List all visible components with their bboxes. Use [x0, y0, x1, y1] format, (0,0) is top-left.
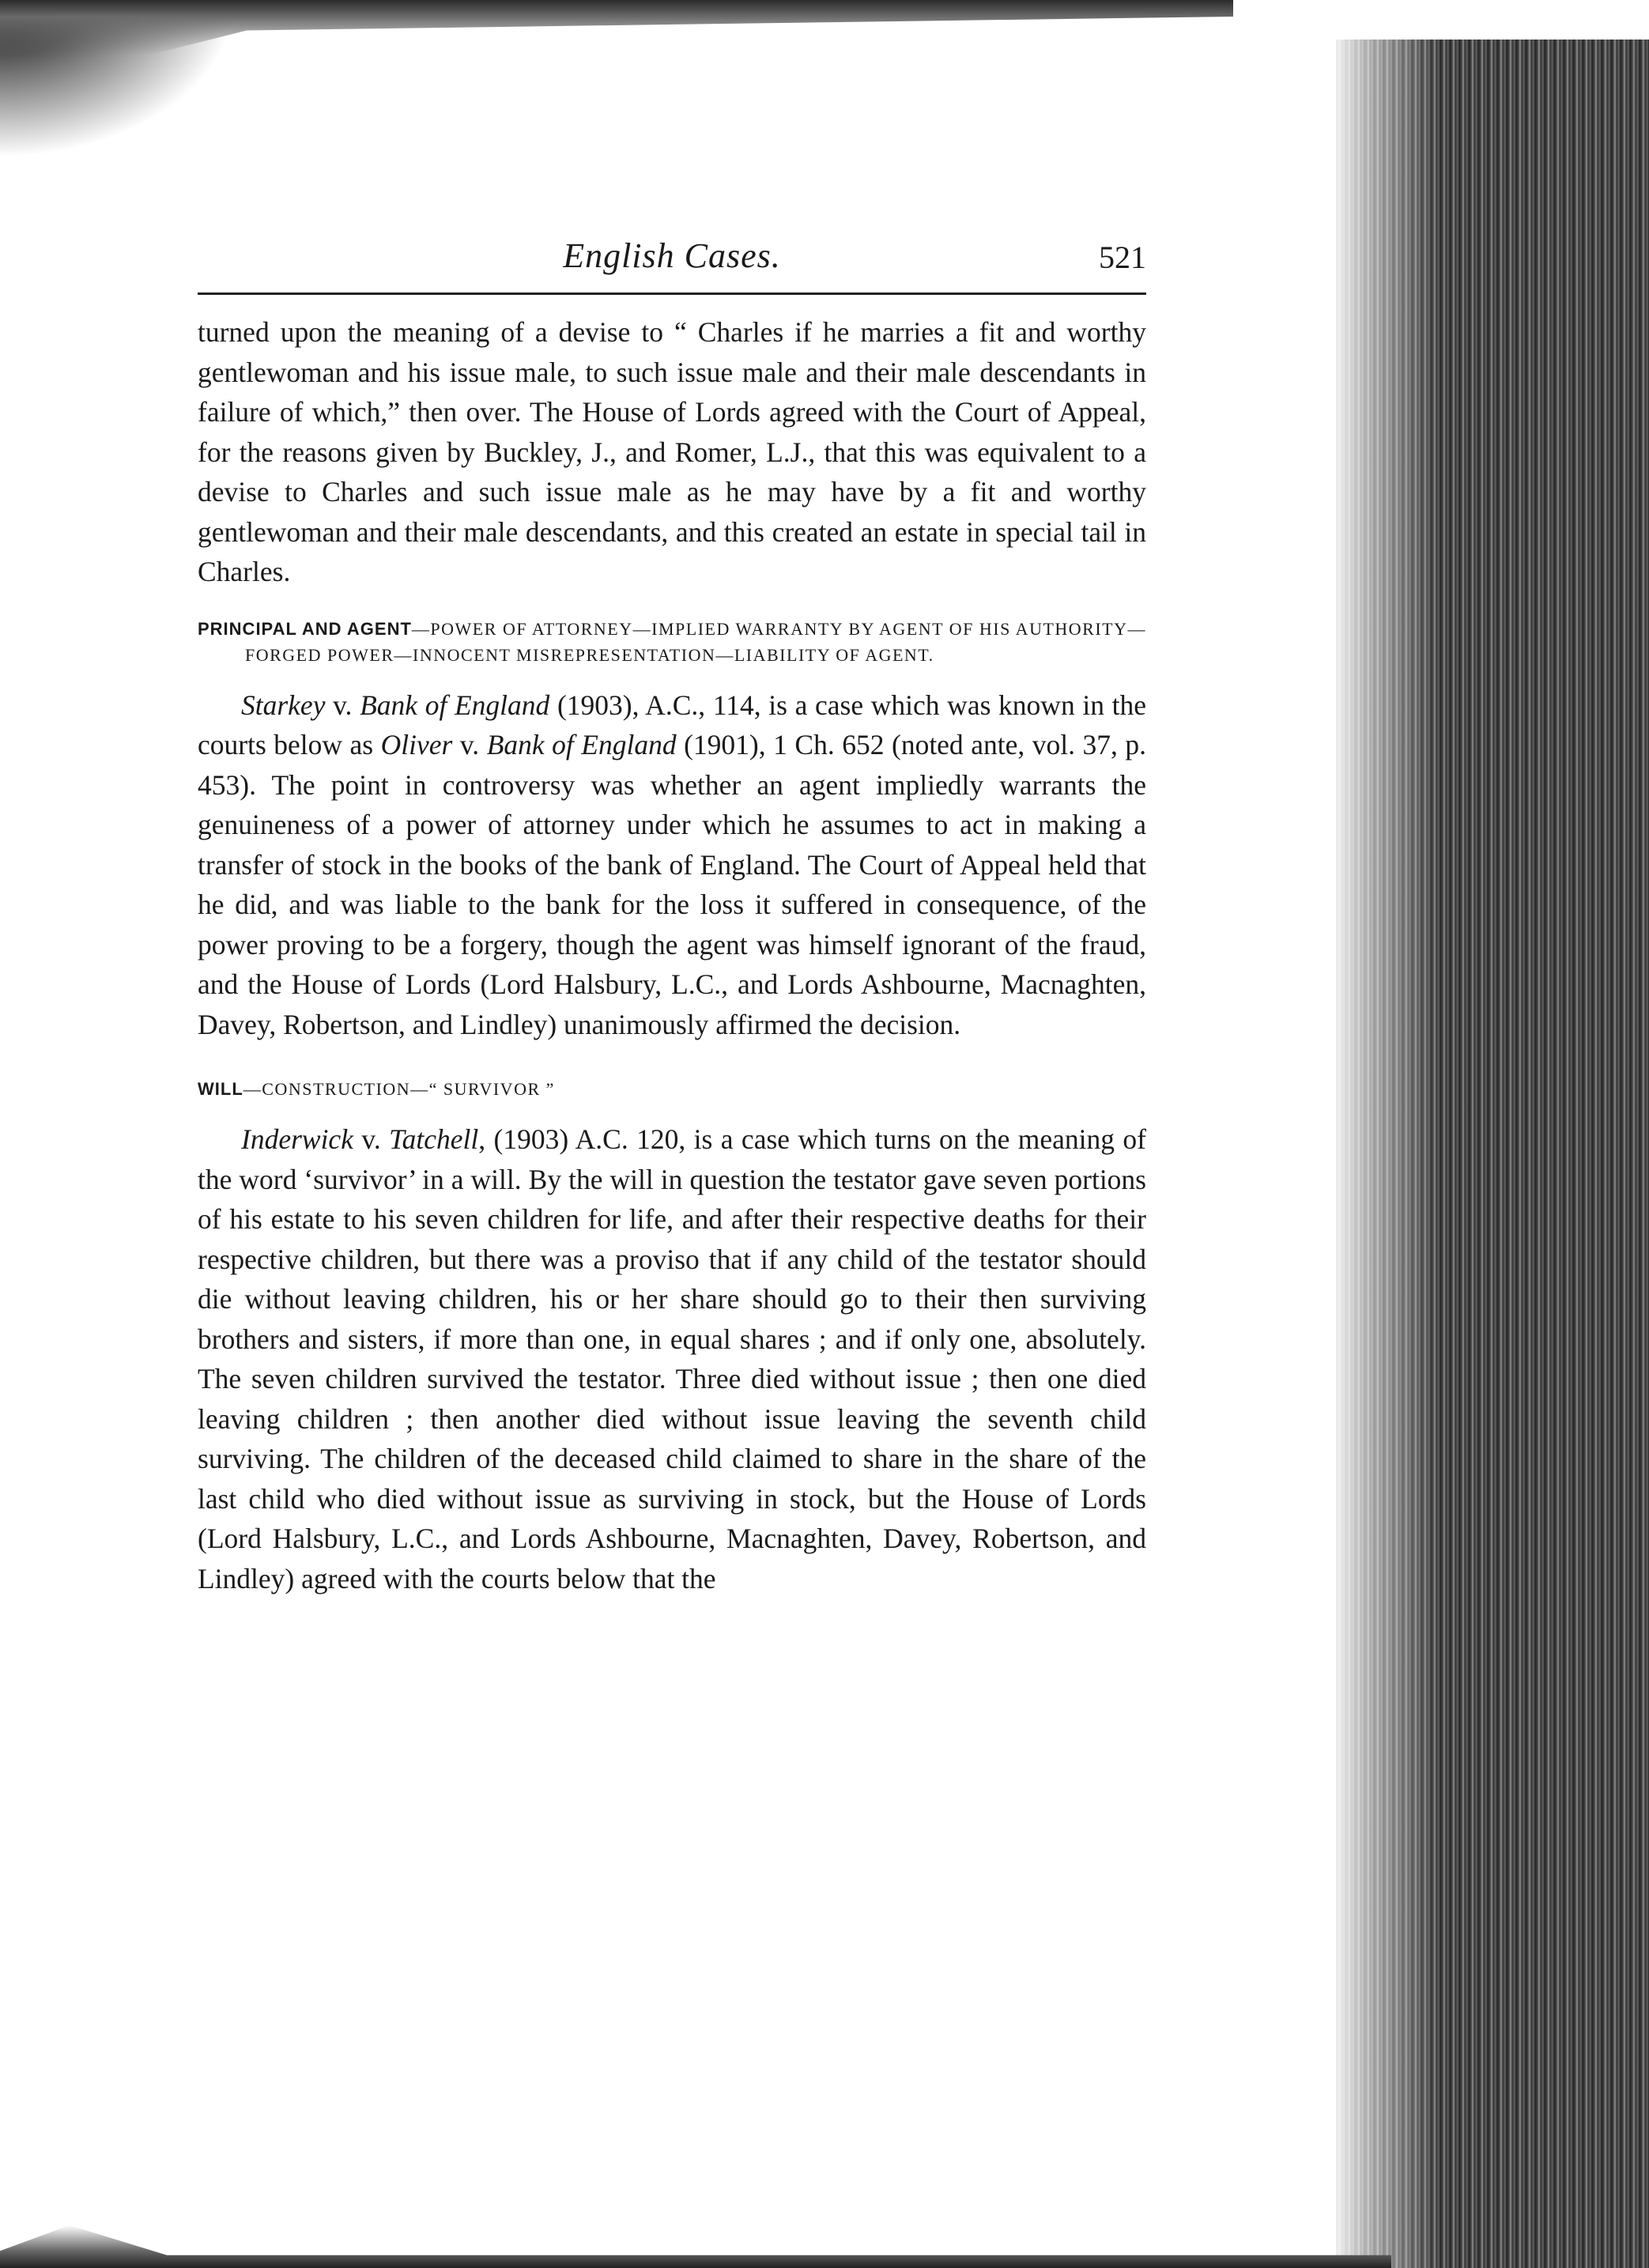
will-paragraph: [198, 1119, 1146, 1598]
case-name-starkey: Starkey: [241, 689, 326, 721]
principal-agent-body: (1901), 1 Ch. 652 (noted ante, vol. 37, p. 453). The point in controversy was whether an agent impliedly warrants the genuineness of a power of attorney under which he assumes to act in making a transfer of stock in the books of the bank of England. The Court of Appeal held that he did, and was liable to the bank for the loss it suffered in consequence, of the power proving to be a forgery, though the agent was himself ignorant of the fraud, and the House of Lords (Lord Halsbury, L.C., and Lords Ashbourne, Macnaghten, Davey, Robertson, and Lindley) unanimously affirmed the decision.: [198, 729, 1146, 1040]
will-heading: [198, 1076, 1146, 1102]
page-number: 521: [1099, 240, 1146, 275]
principal-agent-heading-rest: —POWER OF ATTORNEY—IMPLIED WARRANTY BY AGENT OF HIS AUTHORITY—FORGED POWER—INNOCENT MISREPRESENTATION—LIABILITY OF AGENT.: [245, 618, 1146, 665]
will-heading-rest: —CONSTRUCTION—“ SURVIVOR ”: [243, 1079, 555, 1099]
versus-text: v.: [452, 729, 487, 760]
running-head: [198, 229, 1146, 295]
versus-text: v.: [325, 689, 360, 721]
book-page: [198, 229, 1146, 1598]
principal-agent-heading-lead: PRINCIPAL AND AGENT: [198, 618, 412, 639]
principal-agent-heading: [198, 616, 1146, 668]
versus-text: v.: [353, 1123, 390, 1155]
running-title: English Cases.: [563, 236, 781, 275]
principal-agent-paragraph: [198, 685, 1146, 1045]
intro-paragraph: turned upon the meaning of a devise to “ Charles if he marries a fit and worthy gentlewoman and his issue male, to such issue male and their male descendants in failure of which,” then over. The House of Lords agreed with the Court of Appeal, for the reasons given by Buckley, J., and Romer, L.J., that this was equivalent to a devise to Charles and such issue male as he may have by a fit and worthy gentlewoman and their male descendants, and this created an estate in special tail in Charles.: [198, 316, 1146, 587]
case-name-bank-of-england: Bank of England: [360, 689, 550, 721]
scan-shadow-bottom: [0, 2225, 1391, 2268]
will-heading-lead: WILL: [198, 1079, 243, 1099]
will-body: , (1903) A.C. 120, is a case which turns on the meaning of the word ‘survivor’ in a will. By the will in question the testator gave seven portions of his estate to his seven children for life, and after their respective deaths for their respective children, but there was a proviso that if any child of the testator should die without leaving children, his or her share should go to their then surviving brothers and sisters, if more than one, in equal shares ; and if only one, absolutely. The seven children survived the testator. Three died without issue ; then one died leaving children ; then another died without issue leaving the seventh child surviving. The children of the deceased child claimed to share in the share of the last child who died without issue as surviving in stock, but the House of Lords (Lord Halsbury, L.C., and Lords Ashbourne, Macnaghten, Davey, Robertson, and Lindley) agreed with the courts below that the: [198, 1123, 1146, 1594]
citation-text: (1903), A.C., 114, is a case which was known in the courts below as: [198, 689, 1146, 760]
case-name-tatchell: Tatchell: [389, 1123, 479, 1155]
case-name-oliver: Oliver: [380, 729, 453, 760]
case-name-inderwick: Inderwick: [241, 1123, 353, 1155]
scan-shadow-right-fade: [1328, 32, 1439, 2268]
case-name-bank-of-england-2: Bank of England: [486, 729, 677, 760]
